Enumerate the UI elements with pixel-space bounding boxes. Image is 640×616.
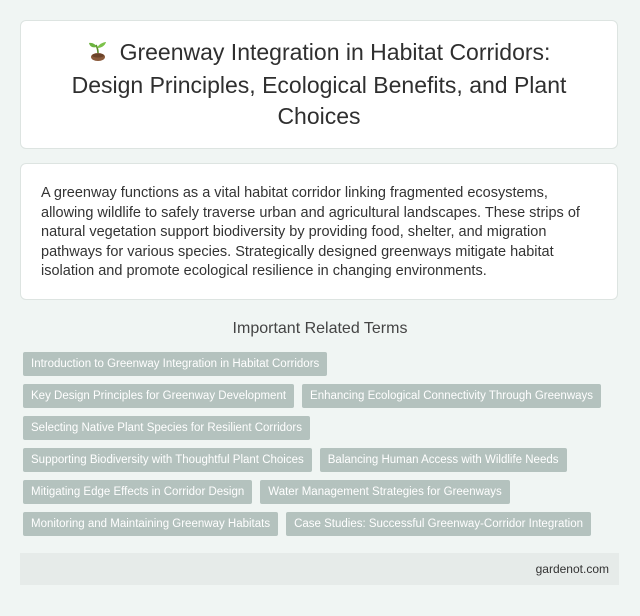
- related-term-tag[interactable]: Enhancing Ecological Connectivity Through Greenways: [302, 384, 601, 408]
- related-term-tag[interactable]: Balancing Human Access with Wildlife Needs: [320, 448, 567, 472]
- related-term-tag[interactable]: Mitigating Edge Effects in Corridor Design: [23, 480, 252, 504]
- description-card: [20, 163, 618, 300]
- related-terms-heading: Important Related Terms: [232, 320, 408, 337]
- tag-row: [23, 384, 623, 408]
- tag-row: [23, 416, 623, 440]
- site-link[interactable]: gardenot.com: [535, 562, 609, 576]
- sprout-icon: [88, 39, 108, 70]
- tag-row: [23, 512, 623, 536]
- related-term-tag[interactable]: Water Management Strategies for Greenways: [260, 480, 510, 504]
- page-title-text: Greenway Integration in Habitat Corridors: Design Principles, Ecological Benefits, and Plant Choices: [71, 39, 567, 129]
- tag-row: [23, 480, 623, 504]
- related-term-tag[interactable]: Introduction to Greenway Integration in Habitat Corridors: [23, 352, 327, 376]
- page-title: [49, 37, 589, 132]
- footer: [20, 553, 619, 585]
- description-text: A greenway functions as a vital habitat corridor linking fragmented ecosystems, allowing wildlife to safely traverse urban and agricultural landscapes. These strips of natural vegetation support biodiversity by providing food, shelter, and migration pathways for various species. Strategically designed greenways mitigate habitat isolation and promote ecological resilience in changing environments.: [41, 185, 580, 279]
- tag-row: [23, 352, 623, 376]
- related-term-tag[interactable]: Monitoring and Maintaining Greenway Habitats: [23, 512, 278, 536]
- related-term-tag[interactable]: Selecting Native Plant Species for Resilient Corridors: [23, 416, 310, 440]
- tag-row: [23, 448, 623, 472]
- related-terms-list: [23, 352, 623, 544]
- related-term-tag[interactable]: Key Design Principles for Greenway Development: [23, 384, 294, 408]
- related-term-tag[interactable]: Supporting Biodiversity with Thoughtful Plant Choices: [23, 448, 312, 472]
- title-card: [20, 20, 618, 149]
- related-term-tag[interactable]: Case Studies: Successful Greenway-Corridor Integration: [286, 512, 591, 536]
